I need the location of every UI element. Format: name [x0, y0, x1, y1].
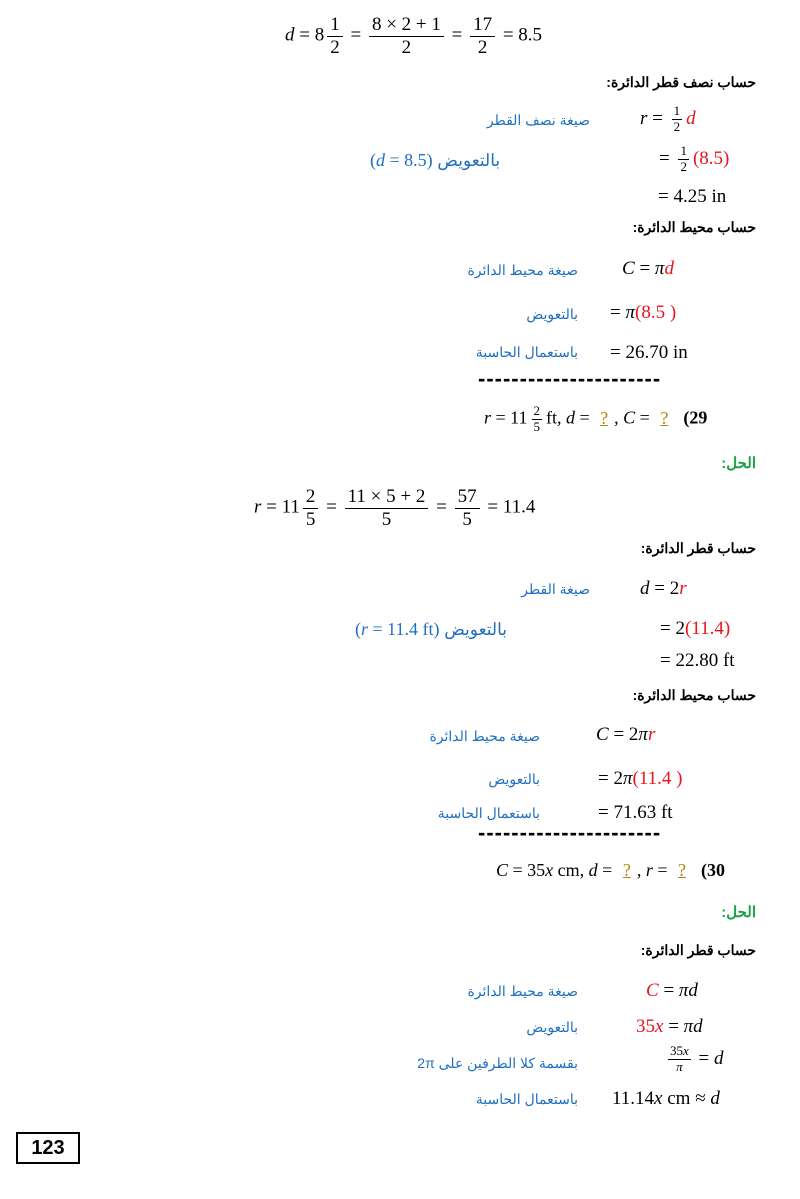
circumference-formula-1: C = πd	[622, 258, 674, 279]
circumference-result-1: = 26.70 in	[610, 342, 688, 363]
radius-result: = 4.25 in	[658, 186, 727, 207]
circumference-substitution-2: = 2π(11.4 )	[598, 768, 683, 789]
note-radius-formula: صيغة نصف القطر	[486, 112, 590, 128]
note-substitute-r: بالتعويض (r = 11.4 ft)	[355, 619, 507, 639]
substitution-35x: 35x = πd	[636, 1016, 703, 1037]
circumference-result-2: = 71.63 ft	[598, 802, 673, 823]
note-substitute-3: بالتعويض	[526, 1019, 578, 1035]
note-substitute-d: بالتعويض (d = 8.5)	[370, 150, 501, 170]
circumference-formula-3: C = πd	[646, 980, 698, 1001]
note-circ-formula-2: صيغة محيط الدائرة	[429, 728, 540, 744]
note-circ-formula-3: صيغة محيط الدائرة	[467, 983, 578, 999]
solution-label-30: الحل:	[721, 904, 756, 921]
heading-diameter-2: حساب قطر الدائرة:	[640, 942, 756, 958]
diameter-result-30: 11.14x cm ≈ d	[612, 1088, 720, 1109]
circumference-substitution-1: = π(8.5 )	[610, 302, 677, 323]
note-divide-both: بقسمة كلا الطرفين على 2π	[417, 1055, 578, 1071]
diameter-result: = 22.80 ft	[660, 650, 735, 671]
divide-step: $\frac{35x}{\pi}$ = d	[670, 1043, 724, 1074]
heading-circumference-2: حساب محيط الدائرة:	[632, 687, 756, 703]
problem-29: r = 11 $\frac{2}{5}$ ft, d = ? , C = ? (29	[484, 403, 708, 434]
radius-substitution: = $\frac{1}{2}$ (8.5)	[659, 143, 730, 174]
mixed-number-conversion-d: d = 8 $\frac{1}{2}$ = $\frac{8 \times 2 + 1}{2}$ = $\frac{17}{2}$ = 8.5	[285, 14, 543, 58]
diameter-substitution: = 2(11.4)	[660, 618, 731, 639]
solution-label-29: الحل:	[721, 455, 756, 472]
heading-radius: حساب نصف قطر الدائرة:	[606, 74, 756, 90]
note-circ-formula-1: صيغة محيط الدائرة	[467, 262, 578, 278]
note-diameter-formula: صيغة القطر	[521, 581, 590, 597]
radius-formula: r = $\frac{1}{2}$ d	[640, 103, 696, 134]
note-substitute-2: بالتعويض	[488, 771, 540, 787]
problem-30: C = 35x cm, d = ? , r = ? (30	[496, 860, 725, 880]
separator-2: ----------------------	[478, 820, 662, 845]
note-calculator-3: باستعمال الحاسبة	[475, 1091, 578, 1107]
mixed-number-conversion-r: r = 11 $\frac{2}{5}$ = $\frac{11 \times 5 + 2}{5}$ = $\frac{57}{5}$ = 11.4	[254, 486, 536, 530]
circumference-formula-2: C = 2πr	[596, 724, 656, 745]
heading-diameter-1: حساب قطر الدائرة:	[640, 540, 756, 556]
diameter-formula: d = 2r	[640, 578, 687, 599]
note-substitute-1: بالتعويض	[526, 306, 578, 322]
heading-circumference-1: حساب محيط الدائرة:	[632, 219, 756, 235]
note-calculator-2: باستعمال الحاسبة	[437, 805, 540, 821]
page-number: 123	[16, 1132, 80, 1164]
separator-1: ----------------------	[478, 366, 662, 391]
note-calculator-1: باستعمال الحاسبة	[475, 344, 578, 360]
